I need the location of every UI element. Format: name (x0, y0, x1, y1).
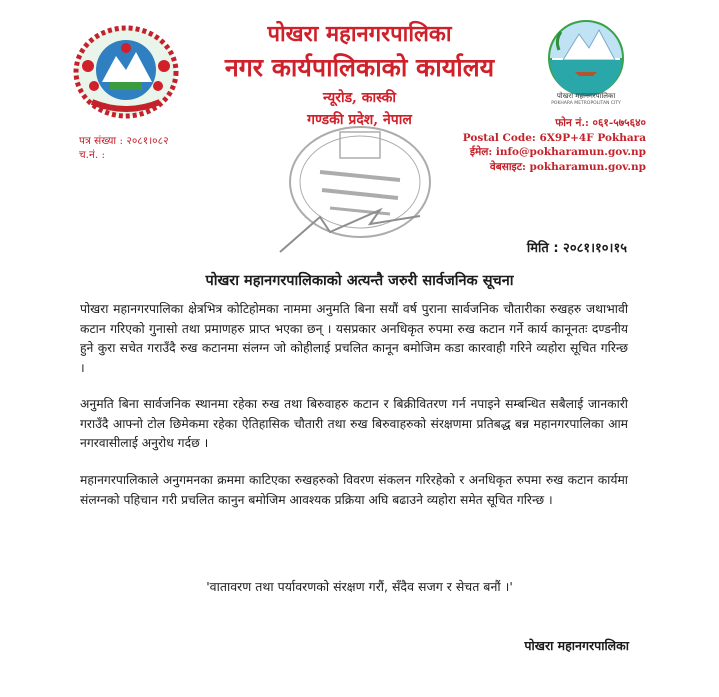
contact-phone: फोन नं.: ०६१-५७५६४० (555, 117, 646, 129)
address-line-2: गण्डकी प्रदेश, नेपाल (307, 112, 412, 128)
slogan: 'वातावरण तथा पर्यावरणको संरक्षण गरौं, सँदैव सजग र सेचत बनौं ।' (206, 579, 513, 594)
notice-paragraph-3: महानगरपालिकाले अनुगमनका क्रममा काटिएका रुखहरुको विवरण संकलन गरिरहेको र अनधिकृत रुपमा रुख कटान कार्यमा संलग्नको पहिचान गरी प्रचलित कानुन बमोजिम आवश्यक प्रक्रिया अघि बढाउने व्यहोरा समेत सूचित गरिन्छ । (80, 473, 628, 507)
contact-postal: Postal Code: 6X9P+4F Pokhara (462, 131, 646, 144)
contact-website: वेबसाइट: pokharamun.gov.np (489, 160, 646, 173)
notice-title: पोखरा महानगरपालिकाको अत्यन्तै जरुरी सार्वजनिक सूचना (205, 273, 514, 289)
address-line-1: न्यूरोड, कास्की (322, 90, 397, 106)
office-name: पोखरा महानगरपालिका (267, 21, 452, 47)
office-stamp-icon (260, 112, 450, 262)
contact-email: ईमेल: info@pokharamun.gov.np (469, 146, 646, 158)
contact-block (463, 116, 646, 174)
reference-block (79, 134, 169, 162)
logo-caption: पोखरा महानगरपालिका (556, 92, 616, 100)
notice-paragraph-1: पोखरा महानगरपालिका क्षेत्रभित्र कोटिहोमका नाममा अनुमति बिना सयौं वर्ष पुराना सार्वजनिक चौतारीका रुखहरु जथाभावी कटान गरिएको गुनासो तथा प्रमाणहरु प्राप्त भएका छन् । यसप्रकार अनधिकृत रुपमा रुख कटान गर्ने कार्य कानूनतः दण्डनीय हुने कुरा सचेत गराउँदै रुख कटानमा संलग्न जो कोहीलाई प्रचलित कानून बमोजिम कडा कारवाही गरिने व्यहोरा सूचित गरिन्छ । (80, 302, 628, 375)
logo-caption-en: POKHARA METROPOLITAN CITY (551, 101, 621, 106)
letter-number: पत्र संख्या : २०८१।०८२ (79, 135, 169, 147)
notice-date: मिति : २०८१।१०।१५ (526, 241, 627, 256)
dispatch-number: च.नं. : (79, 149, 106, 161)
notice-paragraph-2: अनुमति बिना सार्वजनिक स्थानमा रहेका रुख तथा बिरुवाहरु कटान र बिक्रीवितरण गर्न नपाइने सम्बन्धित सबैलाई जानकारी गराउँदै आफ्नो टोल छिमेकमा रहेका ऐतिहासिक चौतारी तथा रुख बिरुवाहरुको संरक्षणमा प्रतिबद्ध बन्न महानगरपालिका आम नगरवासीलाई अनुरोध गर्दछ । (80, 397, 628, 450)
office-subtitle: नगर कार्यपालिकाको कार्यालय (224, 53, 495, 82)
signature-block: पोखरा महानगरपालिका (524, 638, 629, 653)
